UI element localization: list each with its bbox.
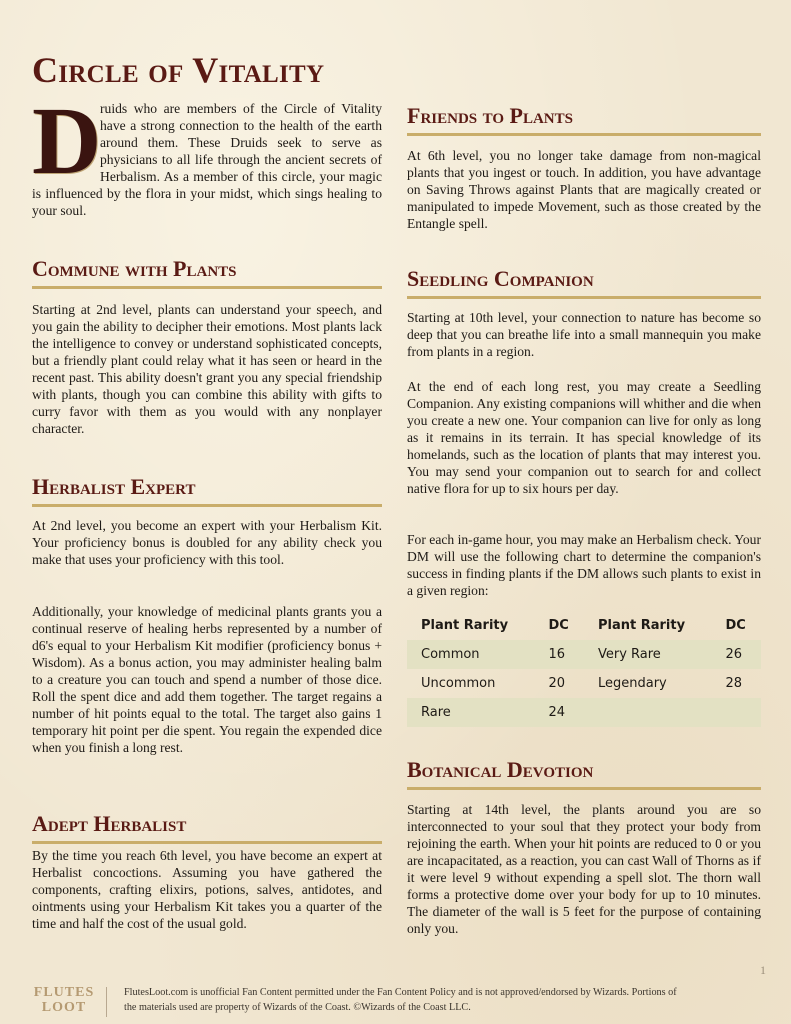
section-botanical	[407, 757, 761, 790]
table-row	[407, 669, 761, 698]
flutes-loot-logo	[32, 985, 96, 1015]
paragraph: At 2nd level, you become an expert with your Herbalism Kit. Your proficiency bonus is doubled for any ability check you make that uses your proficiency with this tool.	[32, 518, 382, 567]
table-cell: 28	[725, 676, 743, 691]
table-header: Plant Rarity	[597, 618, 686, 633]
section-heading: Friends to Plants	[407, 103, 761, 136]
section-heading: Adept Herbalist	[32, 811, 382, 844]
paragraph: At 6th level, you no longer take damage from non-magical plants that you ingest or touch. In addition, you have advantage on Saving Throws against Plants that are magically created or manipulated to impede Movement, such as those created by the Entangle spell.	[407, 148, 761, 231]
table-header: DC	[725, 618, 746, 633]
paragraph: Additionally, your knowledge of medicinal plants grants you a continual reserve of healing herbs represented by a number of d6's equal to your Herbalism Kit modifier (proficiency bonus + Wisdom). As a bonus action, you may administer healing balm to a creature you can touch and spend a number of those dice. Roll the spent dice and add them together. The target regains a number of hit points equal to the total. The target also gains 1 temporary hit point per die spent. You regain the expended dice when you finish a long rest.	[32, 604, 382, 755]
logo-line: LOOT	[41, 1000, 87, 1015]
table-cell: Rare	[407, 698, 535, 727]
table-header-row	[407, 611, 761, 640]
table-cell	[584, 698, 712, 727]
table-cell: 26	[711, 640, 761, 669]
section-herbalist-expert	[32, 474, 382, 507]
paragraph: Starting at 10th level, your connection to nature has become so deep that you can breathe life into a small mannequin you make from plants in a region.	[407, 310, 761, 359]
section-seedling-body-2	[407, 378, 761, 497]
table-cell: Very Rare	[584, 640, 712, 669]
table-cell: 16	[535, 640, 584, 669]
section-adept-herbalist	[32, 811, 382, 844]
section-heading: Botanical Devotion	[407, 757, 761, 790]
section-herbalist-expert-body	[32, 517, 382, 568]
section-heading: Seedling Companion	[407, 266, 761, 299]
section-seedling-body	[407, 309, 761, 360]
table-row	[407, 698, 761, 727]
intro-block	[32, 87, 382, 219]
intro-text: ruids who are members of the Circle of Vitality have a strong connection to the health of the earth around them. These Druids seek to serve as physicians to all life through the ancient secrets of Herbalism. As a member of this circle, your magic is influenced by the flora in your midst, which sings healing to your soul.	[32, 101, 382, 218]
paragraph: Starting at 14th level, the plants around you are so interconnected to your soul that they protect your body from rejoining the earth. When your hit points are reduced to 0 or you are incapacitated, as a reaction, you can cast Wall of Thorns as if it were level 9 without expending a spell slot. The thorn wall forms a protective dome over your body for up to 10 minutes. The diameter of the wall is 5 feet for the purpose of containing only you.	[407, 802, 761, 936]
section-herbalist-expert-body-2	[32, 603, 382, 756]
footer-divider	[106, 987, 107, 1017]
paragraph: For each in-game hour, you may make an Herbalism check. Your DM will use the following chart to determine the companion's success in finding plants if the DM allows such plants to exist in a given region:	[407, 532, 761, 598]
section-adept-herbalist-body	[32, 847, 382, 932]
section-commune	[32, 256, 382, 289]
section-seedling	[407, 266, 761, 299]
table-row	[407, 640, 761, 669]
paragraph: Starting at 2nd level, plants can understand your speech, and you gain the ability to decipher their emotions. Most plants lack the intelligence to convey or understand sophisticated concepts, but a friendly plant could relay what it has seen or heard in the recent past. This ability doesn't grant you any special friendship with plants, though you can combine this ability with gifts to curry favor with them as you would with any nonplayer character.	[32, 302, 382, 436]
logo-line: FLUTES	[33, 985, 95, 1000]
section-botanical-body	[407, 801, 761, 937]
footer	[32, 985, 762, 1021]
page-number: 1	[760, 963, 766, 977]
drop-cap: D	[32, 87, 102, 194]
plant-rarity-table	[407, 611, 761, 727]
paragraph: By the time you reach 6th level, you have become an expert at Herbalist concoctions. Assuming you have gathered the components, crafting elixirs, potions, salves, antidotes, and ointments using your Herbalism Kit takes you a quarter of the time and half the cost of the usual gold.	[32, 848, 382, 931]
section-commune-body	[32, 301, 382, 437]
table-header: Plant Rarity	[421, 618, 509, 633]
table-cell: 20	[548, 676, 566, 691]
section-heading: Commune with Plants	[32, 256, 382, 289]
table-cell: Common	[407, 640, 535, 669]
table-cell: Legendary	[597, 676, 667, 691]
table-cell: 24	[535, 698, 584, 727]
table-cell: Uncommon	[421, 676, 496, 691]
page-title: Circle of Vitality	[32, 50, 325, 90]
paragraph: At the end of each long rest, you may create a Seedling Companion. Any existing companions will whither and die when you create a new one. Your companion can live for only as long as it remains in its terrain. It has special knowledge of its homelands, such as the location of plants that may interest you. You may send your companion out to search for and collect native flora for up to six hours per day.	[407, 379, 761, 496]
section-friends	[407, 103, 761, 136]
section-heading: Herbalist Expert	[32, 474, 382, 507]
section-friends-body	[407, 147, 761, 232]
table-header: DC	[548, 618, 569, 633]
table-cell	[711, 698, 761, 727]
section-seedling-body-3	[407, 531, 761, 599]
footer-disclaimer: FlutesLoot.com is unofficial Fan Content permitted under the Fan Content Policy and is not approved/endorsed by Wizards. Portions of the materials used are property of Wizards of the Coast. ©Wizards of the Coast LLC.	[124, 987, 677, 1013]
